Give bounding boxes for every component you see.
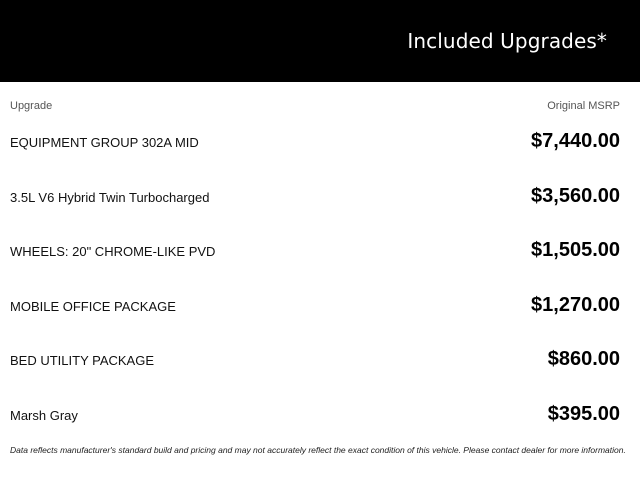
upgrade-price: $7,440.00 [531,130,620,152]
upgrade-price: $395.00 [547,402,620,425]
disclaimer-text: Data reflects manufacturer's standard build and pricing and may not accurately reflect the exact condition of this vehicle. Please contact dealer for more information. [10,445,626,455]
upgrade-name: Marsh Gray [10,407,78,423]
upgrades-list [0,116,640,443]
list-item [0,280,640,335]
list-item [0,389,640,444]
page-title: Included Upgrades* [407,29,607,53]
upgrade-price: $860.00 [547,348,620,370]
header-banner [0,0,640,82]
upgrade-name: BED UTILITY PACKAGE [10,353,155,368]
list-item [0,334,640,389]
column-header-upgrade: Upgrade [10,100,53,112]
upgrade-price: $1,505.00 [531,239,620,261]
list-item [0,171,640,226]
upgrade-name: 3.5L V6 Hybrid Twin Turbocharged [10,189,210,205]
list-item [0,116,640,171]
upgrade-name: MOBILE OFFICE PACKAGE [10,298,176,314]
upgrade-price: $1,270.00 [531,293,620,316]
upgrade-name: WHEELS: 20" CHROME-LIKE PVD [10,244,216,259]
upgrade-price: $3,560.00 [531,184,620,207]
upgrade-name: EQUIPMENT GROUP 302A MID [10,135,199,150]
column-header-msrp: Original MSRP [547,100,620,112]
list-item [0,225,640,280]
